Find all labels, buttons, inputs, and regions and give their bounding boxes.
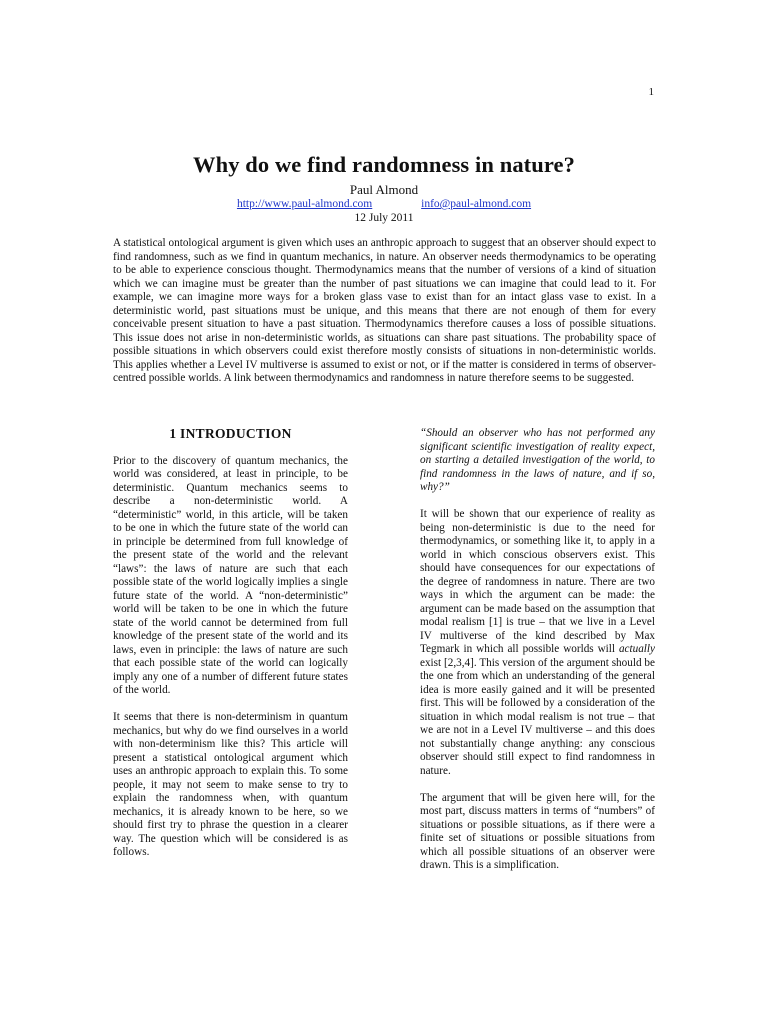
right-paragraph-1-emphasis: actually	[618, 643, 655, 655]
right-column	[420, 427, 655, 886]
right-paragraph-1-part-b: exist [2,3,4]. This version of the argument should be the one from which an understanding of the general idea is more easily gained and it will be presented first. This will be followed by a consideration of the situation in which modal realism is not true – that we are not in a Level IV multiverse – and this does not substantially change anything: any conscious observer should still expect to find randomness in nature.	[420, 656, 655, 777]
email-link[interactable]: info@paul-almond.com	[421, 198, 532, 210]
intro-paragraph-1: Prior to the discovery of quantum mechanics, the world was considered, at least in principle, to be deterministic. Quantum mechanics seems to describe a non-deterministic world. A “deterministic” world, in this article, will be taken to be one in which the future state of the world can in principle be determined from full knowledge of the present state of the world and the relevant “laws”: the laws of nature are such that each possible state of the world logically implies a single future state of the world. A “non-deterministic” world will be taken to be one in which the future state of the world cannot be determined from full knowledge of the present state of the world and its laws, even in principle: the laws of nature are such that each possible state of the world can logically imply any one of a number of different future states of the world.	[113, 454, 348, 696]
question-quote: “Should an observer who has not performed any significant scientific investigation of reality expect, on starting a detailed investigation of the world, to find randomness in the laws of nature, and if so, why?”	[420, 427, 655, 493]
author-name: Paul Almond	[349, 182, 419, 197]
website-link[interactable]: http://www.paul-almond.com	[236, 198, 373, 210]
abstract: A statistical ontological argument is given which uses an anthropic approach to suggest that an observer should expect to find randomness, such as we find in quantum mechanics, in nature. An observer needs thermodynamics to be operating to be able to experience conscious thought. Thermodynamics means that the number of versions of a kind of situation which we can imagine must be greater than the number of past situations we can imagine that could lead to it. For example, we can imagine more ways for a broken glass vase to exist than for an intact glass vase to exist. In a deterministic world, past situations must be unique, and this means that there are not enough of them for every conceivable present situation to have a past situation. Thermodynamics therefore causes a loss of possible situations. This issue does not arise in non-deterministic worlds, as situations can share past situations. The probability space of possible situations in which observers could exist therefore mostly consists of situations in non-deterministic worlds. This applies whether a Level IV multiverse is assumed to exist or not, or if the matter is considered in terms of observer-centred possible worlds. A link between thermodynamics and randomness in nature therefore seems to be suggested.	[113, 237, 656, 385]
author-links	[0, 198, 768, 210]
right-paragraph-1-part-a: It will be shown that our experience of reality as being non-deterministic is due to the need for thermodynamics, or something like it, to apply in a world in which conscious observers exist. This should have consequences for our expectations of the degree of randomness in nature. There are two ways in which the argument can be made: the argument can be made based on the assumption that modal realism [1] is true – that we live in a Level IV multiverse of the kind described by Max Tegmark in which all possible worlds will	[420, 508, 655, 655]
right-paragraph-2: The argument that will be given here will, for the most part, discuss matters in terms of “numbers” of situations or possible situations, as if there were a finite set of situations or possible situations from which all possible situations of an observer were drawn. This is a simplification.	[420, 791, 655, 871]
intro-paragraph-2: It seems that there is non-determinism in quantum mechanics, but why do we find ourselves in a world with non-determinism like this? This article will present a statistical ontological argument which uses an anthropic approach to explain this. To some people, it may not seem to make sense to try to explain the randomness when, with quantum mechanics, it is already known to be here, so we should first try to phrase the question in a clearer way. The question which will be considered is as follows.	[113, 711, 348, 858]
left-column	[113, 427, 348, 873]
publication-date: 12 July 2011	[354, 212, 414, 224]
paper-title: Why do we find randomness in nature?	[192, 152, 575, 177]
right-paragraph-1	[420, 508, 655, 778]
page-number: 1	[648, 86, 654, 98]
section-heading: 1 INTRODUCTION	[169, 426, 292, 441]
